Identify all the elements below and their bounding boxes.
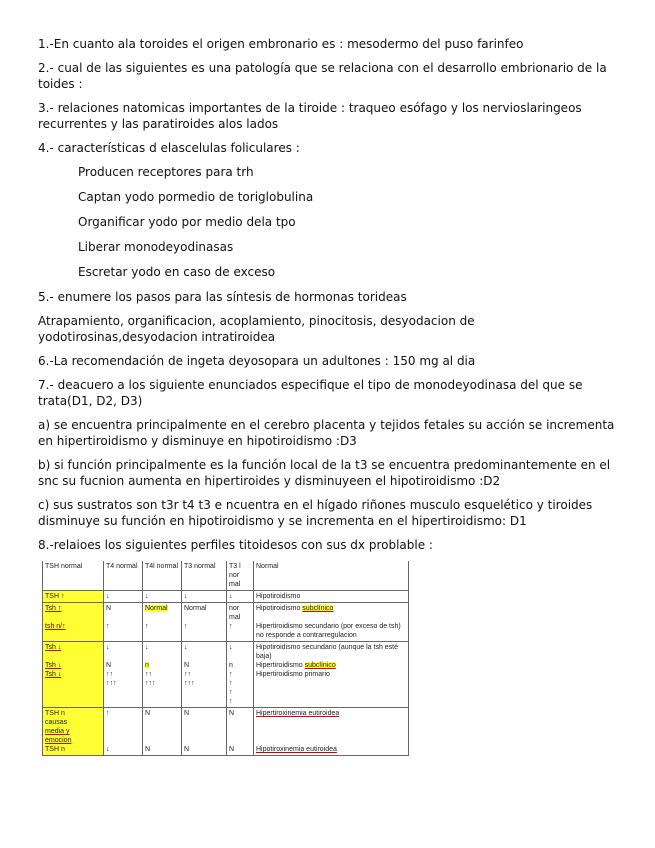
cell-line: Normal [145,605,168,612]
question-4: 4.- características d elascelulas foliculares : [38,141,300,155]
cell-line: Hipertiroidismo primario [256,671,330,678]
table-cell: ↓ [143,591,182,603]
table-row [43,603,409,642]
question-7b: b) si función principalmente es la función local de la t3 se encuentra predominantemente en el snc su fucnion aumenta en hipertiroides y disminuyeen el hipotiroidismo :D2 [38,458,611,488]
cell-line: ↑ [106,710,110,717]
cell-line: N [184,662,190,669]
question-3: 3.- relaciones natomicas importantes de la tiroide : traqueo esófago y los nervioslaringeos recurrentes y las paratiroides alos lados [38,101,582,131]
table-row [43,642,409,708]
cell-line: ↑ [229,623,233,630]
table-cell [254,708,409,756]
cell-line: tsh n/↑ [45,623,66,630]
cell-line: Hipotiroxinemia eutiroidea [256,746,337,753]
table-cell: ↓ [227,591,254,603]
cell-highlight: subclínico [302,605,334,612]
cell-line: Hipotiroidismo secundario (aunque la tsh esté baja) [256,644,399,660]
header-cell: TSH normal [43,561,104,591]
thyroid-profile-table [42,561,409,756]
table-cell [182,603,227,642]
cell-line: ↓ [229,644,233,651]
q4-option: Captan yodo pormedio de toriglobulina [78,190,314,204]
table-cell [254,603,409,642]
cell-line: ↑ [229,680,233,687]
question-2: 2.- cual de las siguientes es una patología que se relaciona con el desarrollo embrionario de la toides : [38,61,607,91]
table-cell [43,708,104,756]
cell-line: n [145,662,149,669]
table-cell [227,708,254,756]
cell-line: emocion [45,737,72,744]
cell-line: ↑ [184,623,188,630]
question-5: 5.- enumere los pasos para las síntesis de hormonas torideas [38,290,407,304]
cell-line: ↓ [184,644,188,651]
table-cell [227,603,254,642]
header-cell: T3 normal [182,561,227,591]
cell-line: ↓ [106,746,110,753]
cell-line: N [184,746,190,753]
table-cell: TSH ↑ [43,591,104,603]
cell-line: N [145,710,151,717]
q4-option: Producen receptores para trh [78,165,254,179]
cell-line: Tsh ↓ [45,662,62,669]
cell-line: Hipertiroidismo secundario (por exceso de tsh) no responde a contrarregulacion [256,623,401,639]
header-cell: T4 normal [104,561,143,591]
table-cell [43,642,104,708]
question-7a: a) se encuentra principalmente en el cerebro placenta y tejidos fetales su acción se incrementa en hipertiroidismo y disminuye en hipotiroidismo :D3 [38,418,615,448]
cell-line: N [229,710,235,717]
cell-line: ↑ [106,623,110,630]
cell-line: ↑ [229,698,233,705]
cell-line: Tsh ↓ [45,671,62,678]
table-cell [182,642,227,708]
question-7: 7.- deacuero a los siguiente enunciados especifique el tipo de monodeyodinasa del que se trata(D1, D2, D3) [38,378,583,408]
table-cell [104,708,143,756]
table-cell [254,642,409,708]
cell-line: ↓ [145,644,149,651]
cell-line: causas [45,719,68,726]
table-cell [143,642,182,708]
cell-line: media y [45,728,70,735]
cell-line: ↑↑ [184,671,191,678]
cell-line: ↑ [229,671,233,678]
cell-line: ↑↑ [145,671,152,678]
question-1: 1.-En cuanto ala toroides el origen embronario es : mesodermo del puso farinfeo [38,37,524,51]
cell-line: n [229,662,233,669]
table-header-row [43,561,409,591]
cell-line: N [184,710,190,717]
q4-option: Escretar yodo en caso de exceso [78,265,276,279]
cell-line: ↓ [106,644,110,651]
cell-line: Hipertiroidismo [256,662,305,669]
q4-option: Liberar monodeyodinasas [78,240,234,254]
cell-line: TSH n [45,710,65,717]
table-cell [104,642,143,708]
table-cell: ↓ [182,591,227,603]
cell-line: TSH n [45,746,65,753]
cell-line: ↑↑↑ [184,680,195,687]
document-page [38,36,618,756]
table-cell: ↓ [104,591,143,603]
cell-line: N [145,746,151,753]
table-row [43,591,409,603]
table-cell: Hipotiroidismo [254,591,409,603]
cell-line: nor mal [229,605,241,621]
cell-line: N [229,746,235,753]
cell-line: ↑ [145,623,149,630]
header-cell: T3 l nor mal [227,561,254,591]
table-cell [43,603,104,642]
table-cell [143,708,182,756]
cell-line: ↑↑ [106,671,113,678]
header-cell: Normal [254,561,409,591]
cell-line: Hipertiroxinemia eutiroidea [256,710,340,717]
table-cell [104,603,143,642]
cell-line: Tsh ↑ [45,605,62,612]
q4-option: Organificar yodo por medio dela tpo [78,215,296,229]
header-cell: T4l normal [143,561,182,591]
table-cell [227,642,254,708]
cell-line: Normal [184,605,207,612]
cell-line: N [106,662,112,669]
cell-line: ↑↑↑ [106,680,117,687]
question-8: 8.-relaioes los siguientes perfiles titoidesos con sus dx problable : [38,538,433,552]
cell-line: Tsh ↓ [45,644,62,651]
table-cell [143,603,182,642]
question-7c: c) sus sustratos son t3r t4 t3 e ncuentra en el hígado riñones musculo esquelético y tiroides disminuye su función en hipotiroidismo y se incrementa en el hipertiroidismo: D1 [38,498,593,528]
cell-line: ↑ [229,689,233,696]
cell-line: ↑↑↑ [145,680,156,687]
question-6: 6.-La recomendación de ingeta deyosopara un adultones : 150 mg al dia [38,354,476,368]
cell-line: Hipotiroidismo [256,605,303,612]
cell-highlight: subclínico [304,662,336,669]
table-row [43,708,409,756]
table-cell [182,708,227,756]
answer-5: Atrapamiento, organificacion, acoplamiento, pinocitosis, desyodacion de yodotirosinas,desyodacion intratiroidea [38,314,475,344]
cell-line: N [106,605,112,612]
